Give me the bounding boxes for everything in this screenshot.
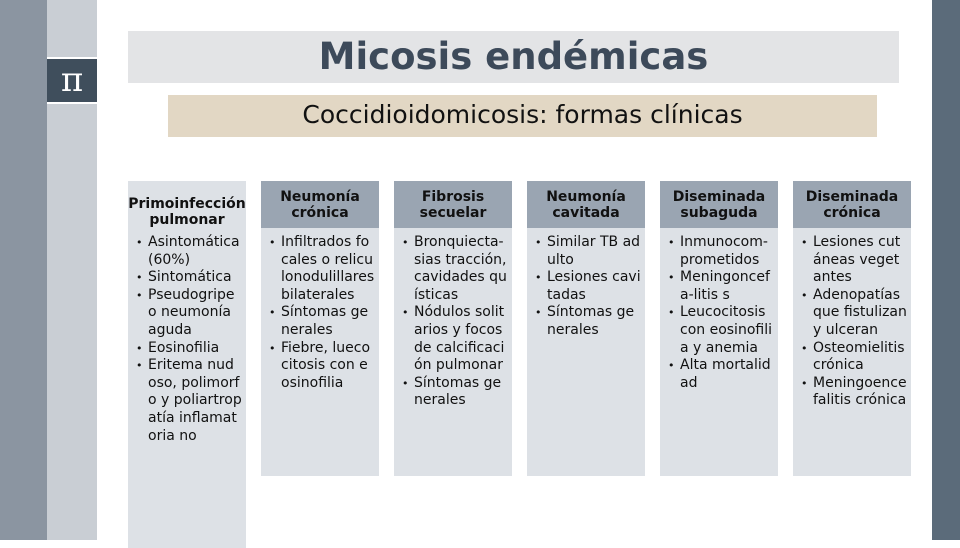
column-body (394, 228, 512, 476)
column-header: Neumonía crónica (261, 181, 379, 228)
column-body (660, 228, 778, 476)
list-item: • Inmunocom-prometidos (680, 234, 774, 269)
list-item: • Eritema nudoso, polimorfo y poliartropatía inflamatoria no (148, 357, 242, 445)
column-diseminada-subaguda (660, 181, 778, 476)
subtitle-bar (168, 95, 877, 137)
list-item: • Sintomática (148, 269, 242, 287)
column-neumonia-cavitada (527, 181, 645, 476)
column-fibrosis-secuelar (394, 181, 512, 476)
column-neumonia-cronica (261, 181, 379, 476)
list-item: • Meningoncefa-litis s (680, 269, 774, 304)
list-item: • Osteomielitis crónica (813, 340, 907, 375)
list-item: • Adenopatías que fistulizan y ulceran (813, 287, 907, 340)
column-diseminada-cronica (793, 181, 911, 476)
list-item: • Similar TB adulto (547, 234, 641, 269)
slide-title: Micosis endémicas (318, 35, 709, 78)
list-item: • Eosinofilia (148, 340, 242, 358)
column-header: Neumonía cavitada (527, 181, 645, 228)
list-item: • Asintomática (60%) (148, 234, 242, 269)
column-header: Primoinfección pulmonar (128, 181, 246, 228)
column-body (128, 228, 246, 548)
list-item: • Lesiones cavitadas (547, 269, 641, 304)
list-item: • Pseudogripe o neumonía aguda (148, 287, 242, 340)
list-item: • Lesiones cutáneas vegetantes (813, 234, 907, 287)
list-item: • Leucocitosis con eosinofilia y anemia (680, 304, 774, 357)
list-item: • Síntomas generales (281, 304, 375, 339)
list-item: • Bronquiecta-sias tracción, cavidades quísticas (414, 234, 508, 304)
list-item: • Síntomas generales (414, 375, 508, 410)
column-body (261, 228, 379, 476)
list-item: • Nódulos solitarios y focos de calcificación pulmonar (414, 304, 508, 374)
list-item: • Meningoencefalitis crónica (813, 375, 907, 410)
left-decor-strip-dark (0, 0, 47, 540)
list-item: • Síntomas generales (547, 304, 641, 339)
list-item: • Infiltrados focales o reliculonodulillares bilaterales (281, 234, 375, 304)
column-body (527, 228, 645, 476)
column-header: Diseminada subaguda (660, 181, 778, 228)
title-bar (128, 31, 899, 83)
column-primoinfeccion (128, 181, 246, 548)
list-item: • Alta mortalidad (680, 357, 774, 392)
right-decor-strip (932, 0, 960, 540)
column-body (793, 228, 911, 476)
column-header: Diseminada crónica (793, 181, 911, 228)
list-item: • Fiebre, luecocitosis con eosinofilia (281, 340, 375, 393)
column-header: Fibrosis secuelar (394, 181, 512, 228)
pi-logo-icon: π (47, 57, 97, 104)
slide-subtitle: Coccidioidomicosis: formas clínicas (302, 100, 743, 129)
